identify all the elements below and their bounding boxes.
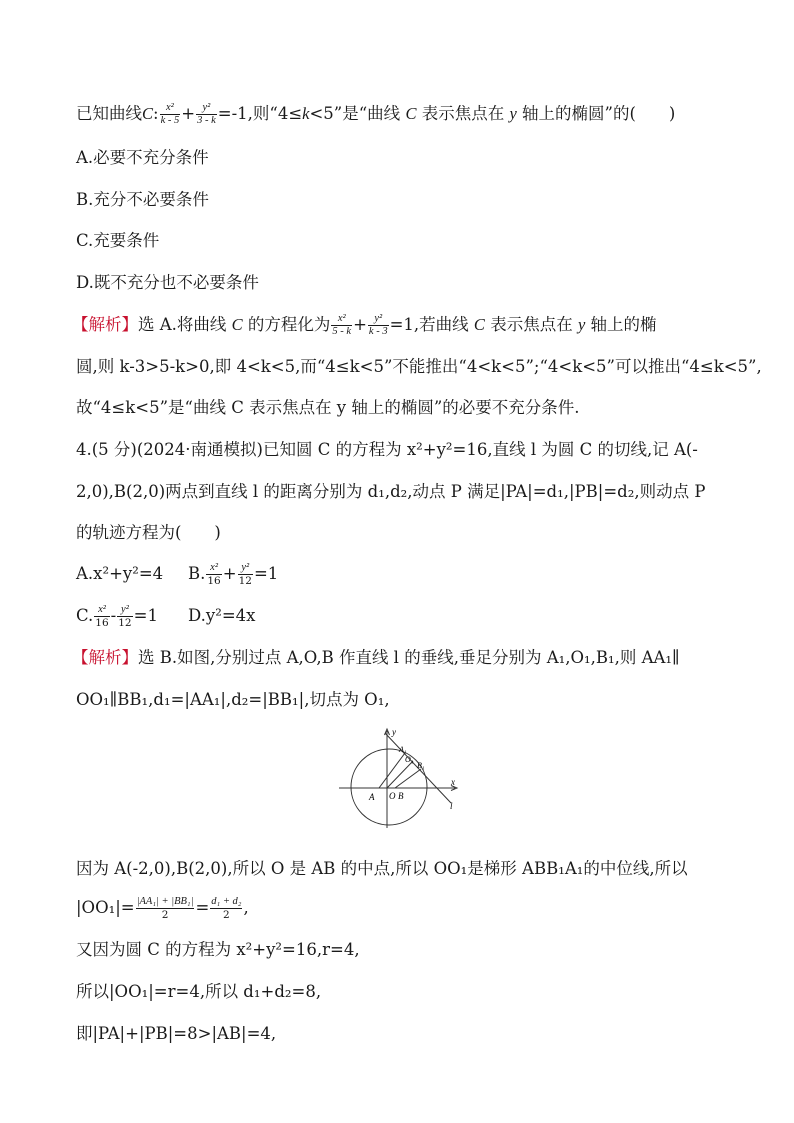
label-a1: A₁ (399, 745, 407, 754)
q4-options-row-1 (76, 562, 278, 587)
q4-solution-line-1: 因为 A(-2,0),B(2,0),所以 O 是 AB 的中点,所以 OO₁是梯形 ABB₁A₁的中位线,所以 (76, 859, 688, 878)
label-o1: O₁ (405, 755, 414, 764)
q3-analysis-line-2: 圆,则 k-3>5-k>0,即 4<k<5,而“4≤k<5”不能推出“4<k<5”;“4<k<5”可以推出“4≤k<5”, (76, 357, 762, 376)
q4-option-d: D.y²=4x (188, 606, 256, 625)
fraction: $\frac{\text{y²}}{3 - k}$ (197, 102, 216, 126)
fraction: $\frac{\text{x²}}{16}$ (95, 604, 109, 629)
q3-option-c: C.充要条件 (76, 231, 160, 250)
q4-analysis-line-2: OO₁∥BB₁,d₁=|AA₁|,d₂=|BB₁|,切点为 O₁, (76, 690, 390, 709)
label-o: O (389, 791, 396, 801)
q4-solution-line-2: |OO₁|= $\frac{\text{|AA₁| + |BB₁|}}{2}$ = $\frac{\text{d₁ + d₂}}{2}$ , (76, 896, 249, 921)
q4-stem-line-3: 的轨迹方程为( ) (76, 523, 221, 542)
label-b1: B₁ (417, 761, 425, 770)
label-a: A (369, 792, 375, 802)
q3-option-b: B.充分不必要条件 (76, 190, 209, 209)
label-y: y (392, 727, 396, 737)
q3-option-d: D.既不充分也不必要条件 (76, 273, 259, 292)
q4-analysis-line-1: 【解析】选 B.如图,分别过点 A,O,B 作直线 l 的垂线,垂足分别为 A₁,O₁,B₁,则 AA₁∥ (72, 648, 680, 667)
q4-stem-line-1: 4.(5 分)(2024·南通模拟)已知圆 C 的方程为 x²+y²=16,直线 l 为圆 C 的切线,记 A(- (76, 440, 698, 459)
label-b: B (398, 791, 404, 801)
fraction: $\frac{\text{d₁ + d₂}}{2}$ (211, 896, 242, 921)
label-l: l (450, 801, 453, 811)
analysis-tag: 【解析】 (72, 648, 138, 667)
q4-solution-line-4: 所以|OO₁|=r=4,所以 d₁+d₂=8, (76, 982, 322, 1001)
q4-option-b: B. $\frac{\text{x²}}{16}$ + $\frac{\text{y²}}{12}$ =1 (188, 562, 279, 587)
perpendicular-bb1 (395, 769, 421, 788)
label-x: x (451, 777, 455, 787)
q4-options-row-2 (76, 604, 255, 629)
circle-tangent-figure (333, 725, 463, 835)
q4-solution-line-3: 又因为圆 C 的方程为 x²+y²=16,r=4, (76, 940, 360, 959)
q3-analysis-line-3: 故“4≤k<5”是“曲线 C 表示焦点在 y 轴上的椭圆”的必要不充分条件. (76, 398, 580, 417)
fraction: $\frac{\text{x²}}{16}$ (207, 562, 221, 587)
analysis-tag: 【解析】 (72, 315, 138, 334)
q4-solution-line-5: 即|PA|+|PB|=8>|AB|=4, (76, 1024, 277, 1043)
q3-stem: 已知曲线C: $\frac{\text{x²}}{k - 5}$ + $\frac{\text{y²}}{3 - k}$ =-1,则“4≤k<5”是“曲线 C 表示焦点在 y 轴上的椭圆”的( ) (76, 102, 676, 126)
fraction: $\frac{\text{x²}}{k - 5}$ (160, 102, 180, 126)
q3-analysis-line-1: 【解析】选 A.将曲线 C 的方程化为 $\frac{\text{x²}}{5 - k}$ + $\frac{\text{y²}}{k - 3}$ =1,若曲线 C 表示焦点在 y 轴上的椭 (72, 313, 657, 337)
fraction: $\frac{\text{y²}}{12}$ (118, 604, 132, 629)
q3-option-a: A.必要不充分条件 (76, 148, 209, 167)
fraction: $\frac{\text{|AA₁| + |BB₁|}}{2}$ (136, 896, 194, 921)
q4-option-c: C. $\frac{\text{x²}}{16}$ - $\frac{\text{y²}}{12}$ =1 (76, 604, 158, 629)
fraction: $\frac{\text{y²}}{12}$ (238, 562, 252, 587)
q4-stem-line-2: 2,0),B(2,0)两点到直线 l 的距离分别为 d₁,d₂,动点 P 满足|PA|=d₁,|PB|=d₂,则动点 P (76, 482, 706, 501)
circle-c (351, 749, 427, 825)
fraction: $\frac{\text{y²}}{k - 3}$ (368, 313, 388, 337)
q4-option-a: A.x²+y²=4 (76, 564, 164, 583)
fraction: $\frac{\text{x²}}{5 - k}$ (332, 313, 352, 337)
